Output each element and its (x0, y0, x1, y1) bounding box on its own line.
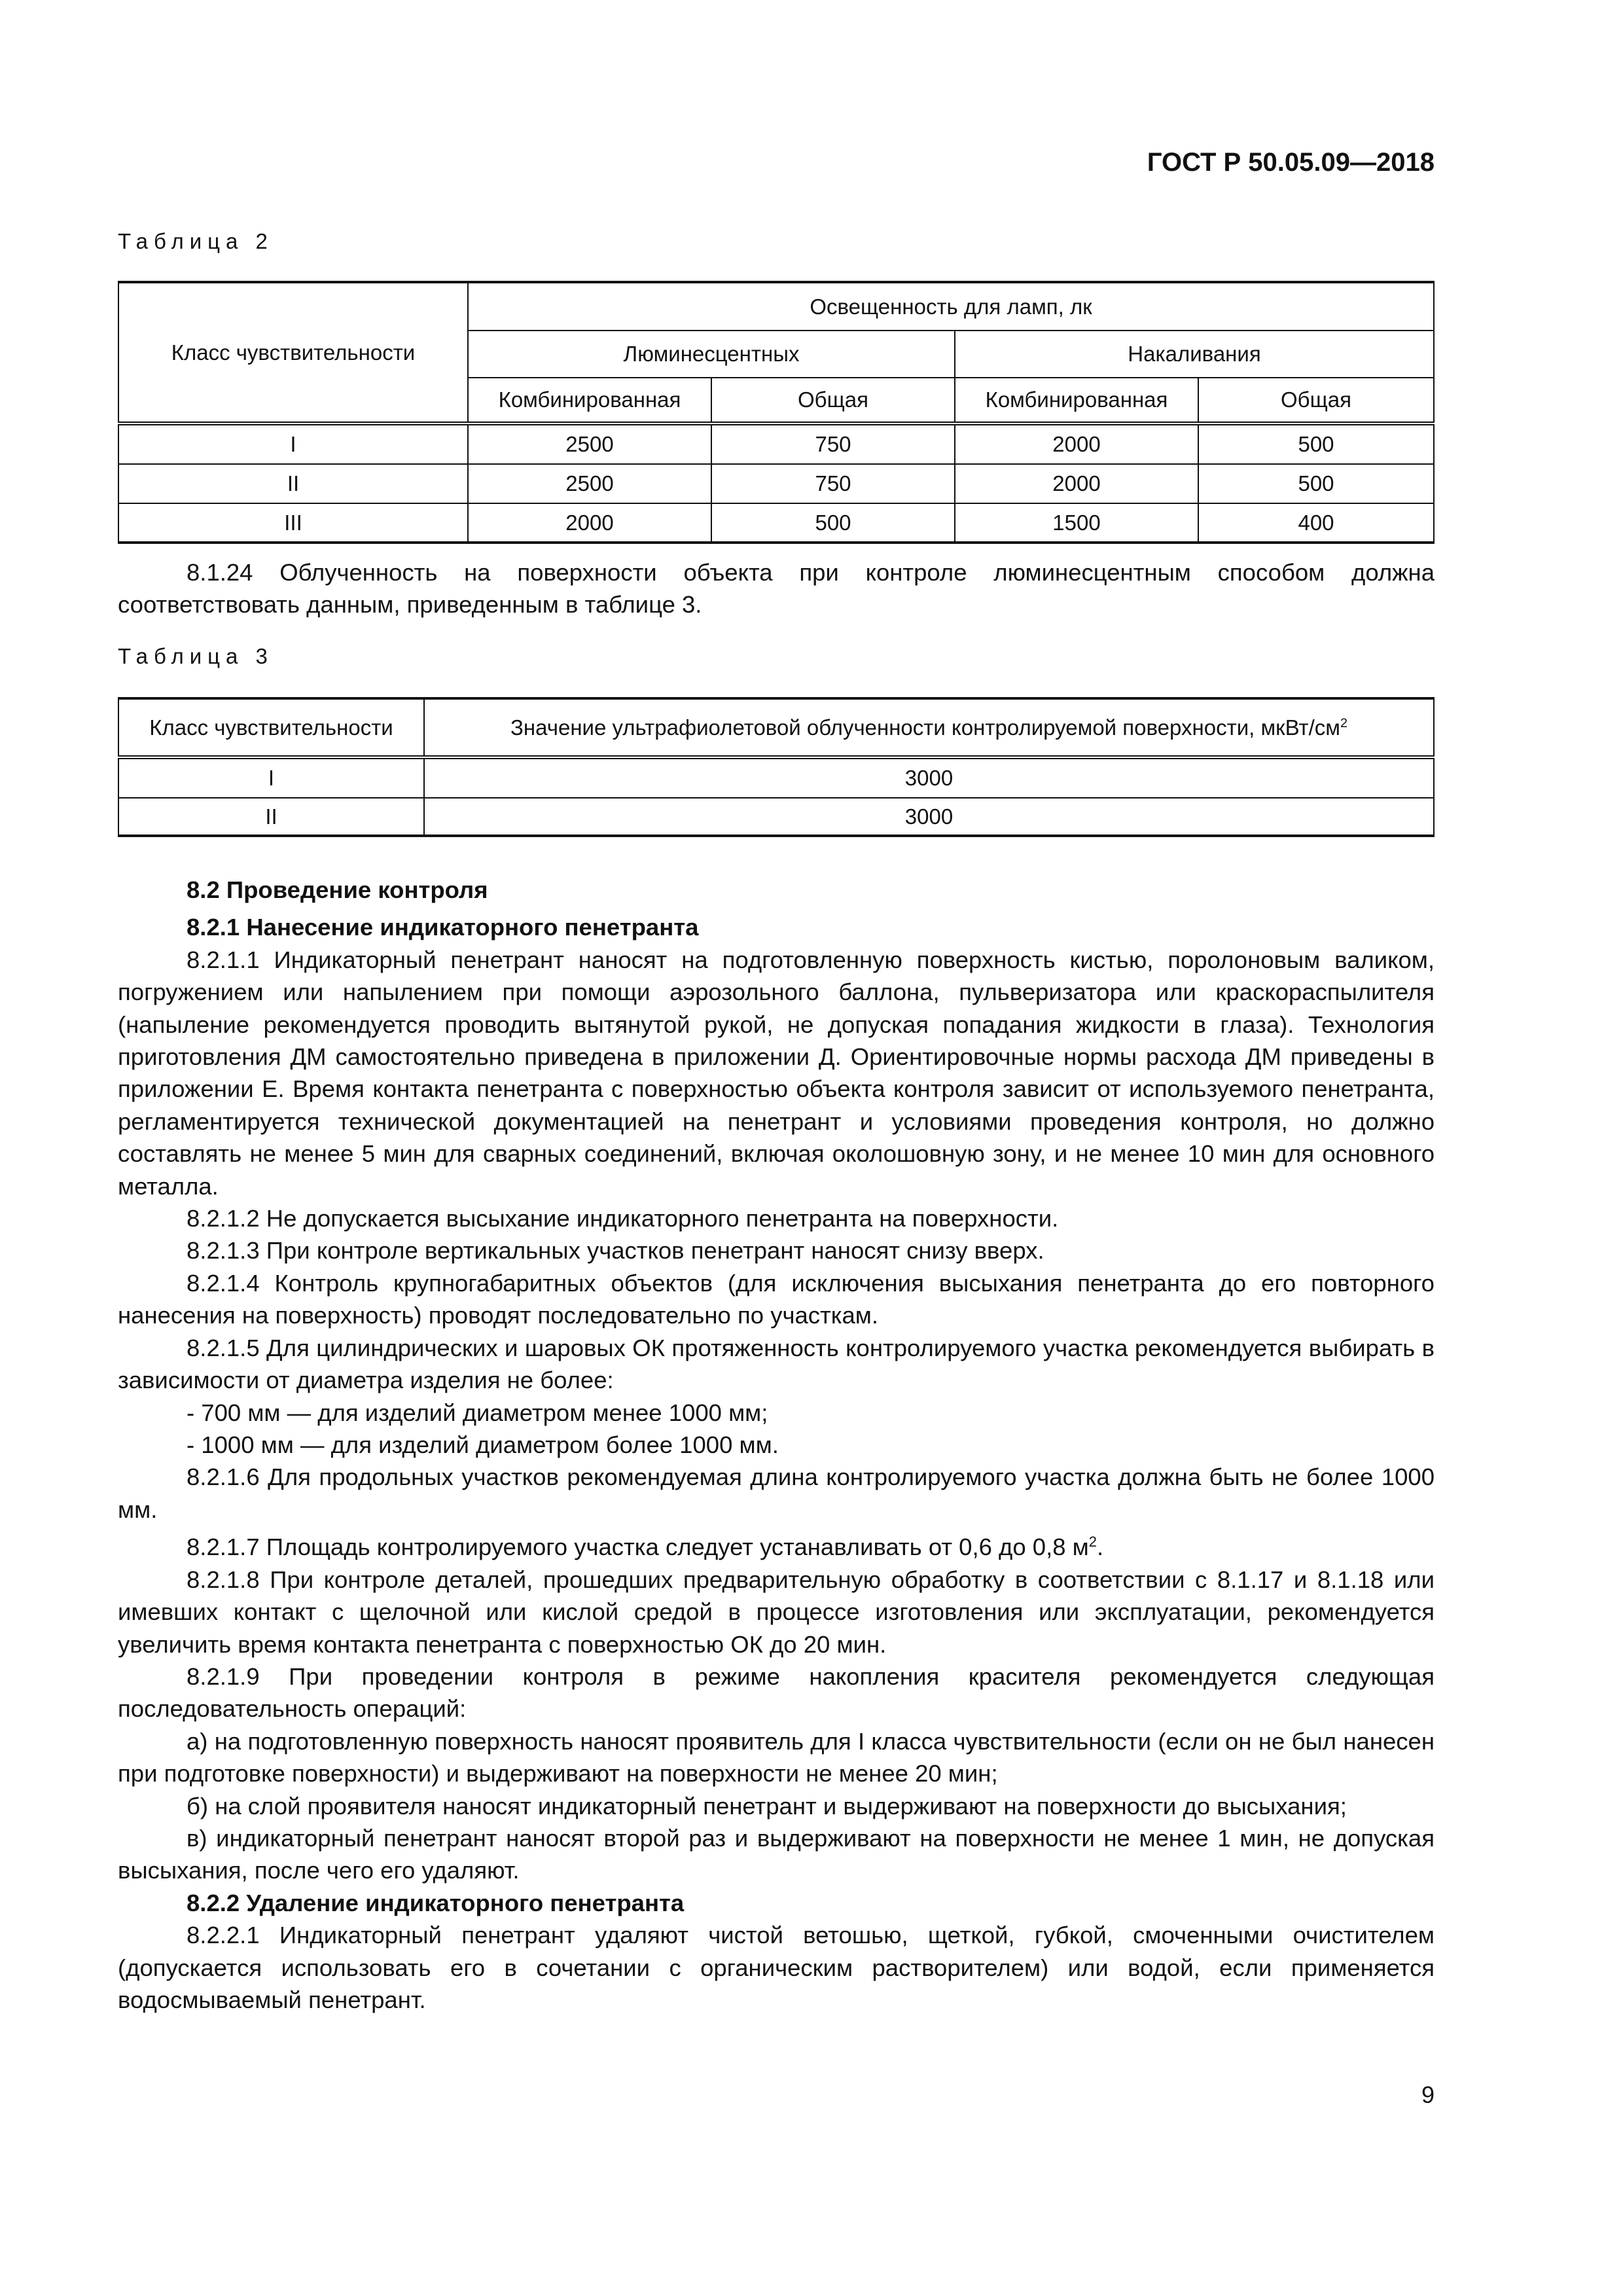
paragraph-8-1-24-wrap (118, 556, 1435, 621)
table2-header-general-1: Общая (711, 378, 955, 423)
paragraph-8-2-1-5: 8.2.1.5 Для цилиндрических и шаровых ОК протяженность контролируемого участка рекомендуется выбирать в зависимости от диаметра изделия не более: (118, 1334, 1435, 1394)
section-heading-8-2-1: 8.2.1 Нанесение индикаторного пенетранта (187, 914, 699, 941)
section-8-2-body (118, 874, 1435, 2016)
table2-header-combined-1: Комбинированная (468, 378, 711, 423)
paragraph-8-2-2-1: 8.2.2.1 Индикаторный пенетрант удаляют чистой ветошью, щеткой, губкой, смоченными очистителем (допускается использовать его в сочетании с органическим растворителем) или водой, если применяется водосмываемый пенетрант. (118, 1922, 1435, 2013)
document-id-header: ГОСТ Р 50.05.09—2018 (1147, 148, 1435, 177)
page-number: 9 (1421, 2081, 1435, 2108)
table2 (118, 281, 1435, 544)
paragraph-8-1-24: 8.1.24 Облученность на поверхности объекта при контроле люминесцентным способом должна соответствовать данным, приведенным в таблице 3. (118, 559, 1435, 619)
list-item-c: в) индикаторный пенетрант наносят второй раз и выдерживают на поверхности не менее 1 мин, не допуская высыхания, после чего его удаляют. (118, 1824, 1435, 1884)
list-item-a: а) на подготовленную поверхность наносят проявитель для I класса чувствительности (если он не был нанесен при подготовке поверхности) и выдерживают на поверхности не менее 20 мин; (118, 1727, 1435, 1787)
table3-caption: Таблица 3 (118, 644, 274, 668)
table2-header-class: Класс чувствительности (118, 282, 468, 423)
paragraph-8-2-1-6: 8.2.1.6 Для продольных участков рекомендуемая длина контролируемого участка должна быть не более 1000 мм. (118, 1463, 1435, 1523)
section-heading-8-2-2: 8.2.2 Удаление индикаторного пенетранта (187, 1889, 685, 1916)
table3-header-class: Класс чувствительности (118, 698, 424, 757)
table-row: II 2500 750 2000 500 (118, 464, 1434, 503)
table2-header-combined-2: Комбинированная (955, 378, 1198, 423)
table-row: I 2500 750 2000 500 (118, 423, 1434, 464)
list-item-b: б) на слой проявителя наносят индикаторный пенетрант и выдерживают на поверхности до высыхания; (187, 1792, 1347, 1820)
paragraph-8-2-1-2: 8.2.1.2 Не допускается высыхание индикаторного пенетранта на поверхности. (187, 1205, 1059, 1232)
table2-header-incandescent: Накаливания (955, 331, 1434, 378)
table2-header-general-2: Общая (1198, 378, 1434, 423)
paragraph-8-2-1-3: 8.2.1.3 При контроле вертикальных участков пенетрант наносят снизу вверх. (187, 1237, 1044, 1265)
paragraph-8-2-1-1: 8.2.1.1 Индикаторный пенетрант наносят на подготовленную поверхность кистью, поролоновым валиком, погружением или напылением при помощи аэрозольного баллона, пульверизатора или краскораспылителя (напыление рекомендуется проводить вытянутой рукой, не допуская попадания жидкости в глаза). Технология приготовления ДМ самостоятельно приведена в приложении Д. Ориентировочные нормы расхода ДМ приведены в приложении Е. Время контакта пенетранта с поверхностью объекта контроля зависит от используемого пенетранта, регламентируется технической документацией на пенетрант и условиями проведения контроля, но должно составлять не менее 5 мин для сварных соединений, включая околошовную зону, и не менее 10 мин для основного металла. (118, 946, 1435, 1200)
table2-header-illuminance: Освещенность для ламп, лк (468, 282, 1434, 331)
table2-header-fluorescent: Люминесцентных (468, 331, 955, 378)
table-row: III 2000 500 1500 400 (118, 503, 1434, 543)
paragraph-8-2-1-9: 8.2.1.9 При проведении контроля в режиме накопления красителя рекомендуется следующая последовательность операций: (118, 1662, 1435, 1723)
table3 (118, 697, 1435, 837)
list-item-700mm: - 700 мм — для изделий диаметром менее 1000 мм; (187, 1399, 768, 1426)
list-item-1000mm: - 1000 мм — для изделий диаметром более 1000 мм. (187, 1431, 779, 1458)
paragraph-8-2-1-4: 8.2.1.4 Контроль крупногабаритных объектов (для исключения высыхания пенетранта до его повторного нанесения на поверхность) проводят последовательно по участкам. (118, 1269, 1435, 1329)
table3-header-uv: Значение ультрафиолетовой облученности контролируемой поверхности, мкВт/$см^2$ (424, 698, 1434, 757)
paragraph-8-2-1-8: 8.2.1.8 При контроле деталей, прошедших предварительную обработку в соответствии с 8.1.17 и 8.1.18 или имевших контакт с щелочной или кислой средой в процессе изготовления или эксплуатации, рекомендуется увеличить время контакта пенетранта с поверхностью ОК до 20 мин. (118, 1566, 1435, 1658)
table-row: II 3000 (118, 798, 1434, 836)
section-heading-8-2: 8.2 Проведение контроля (187, 876, 488, 903)
table-row: I 3000 (118, 757, 1434, 798)
paragraph-8-2-1-7: 8.2.1.7 Площадь контролируемого участка следует устанавливать от 0,6 до 0,8 $м^2$. (187, 1534, 1104, 1561)
table2-caption: Таблица 2 (118, 229, 274, 253)
